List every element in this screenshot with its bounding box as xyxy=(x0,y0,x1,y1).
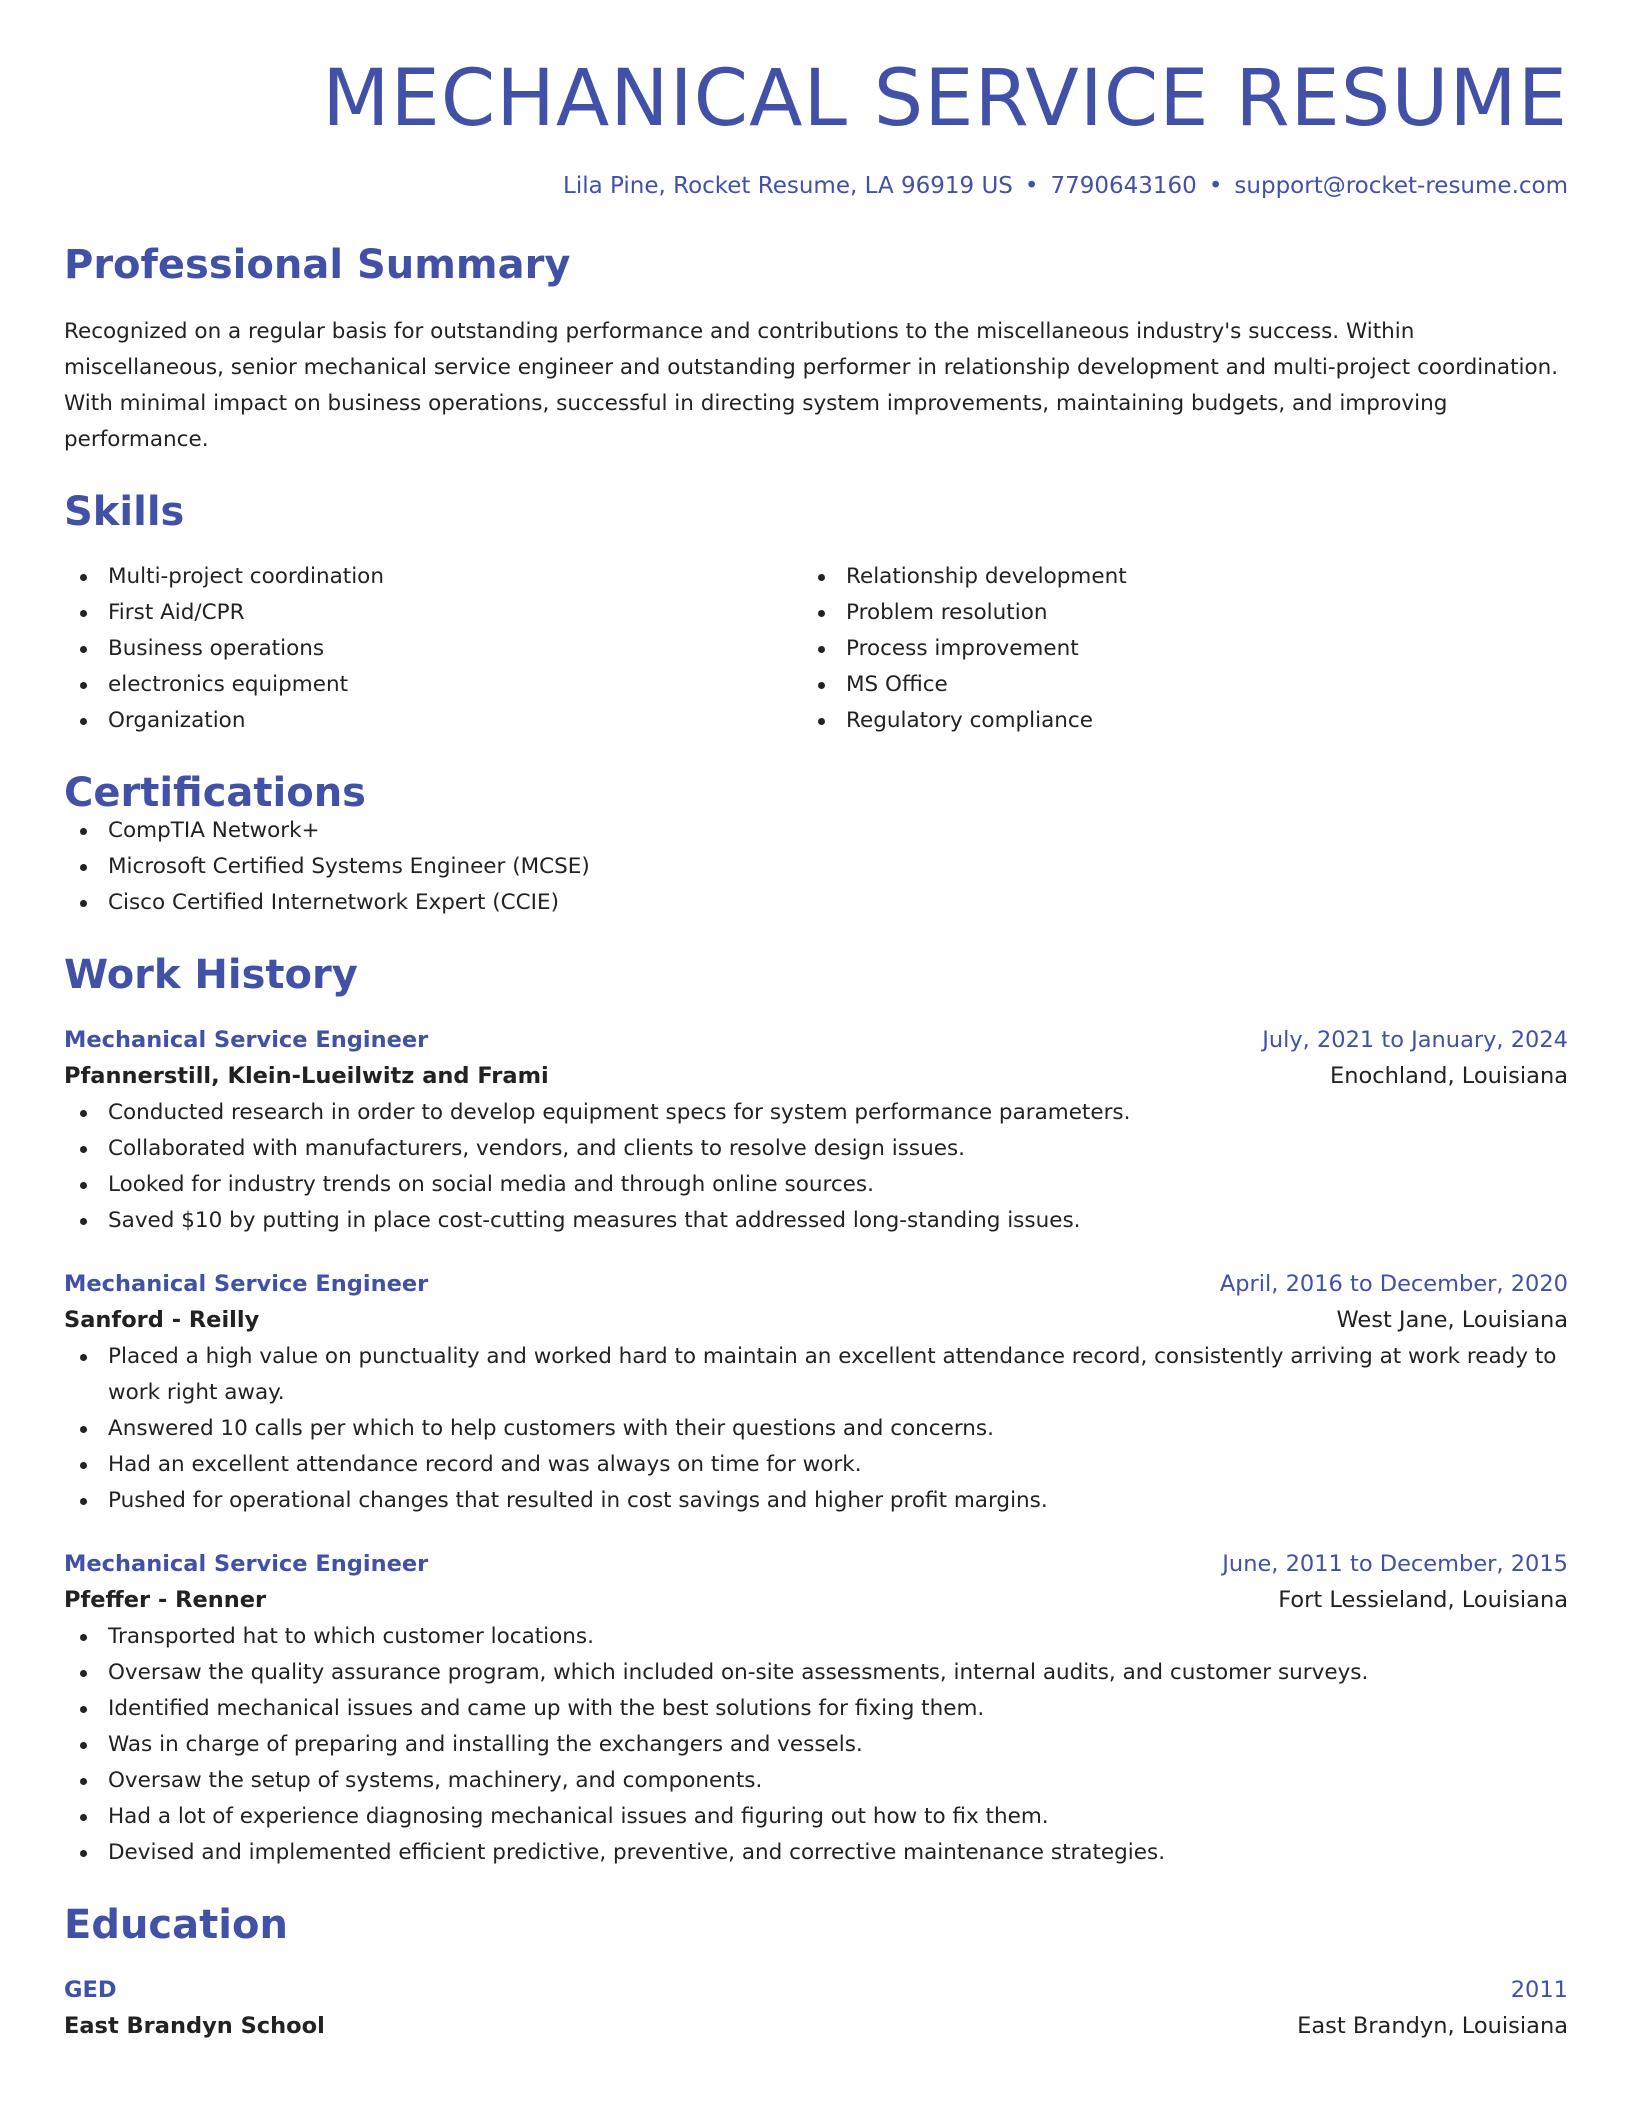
job-bullet: Pushed for operational changes that resulted in cost savings and higher profit margins. xyxy=(64,1483,1568,1519)
resume-page xyxy=(64,0,1568,2045)
professional-summary-section xyxy=(64,242,1568,458)
section-heading: Professional Summary xyxy=(64,242,571,288)
skills-grid xyxy=(64,559,1568,739)
certification-item: CompTIA Network+ xyxy=(64,813,1568,849)
job-location: Enochland, Louisiana xyxy=(1330,1063,1568,1089)
skill-item: MS Office xyxy=(816,667,1568,703)
contact-email[interactable]: support@rocket-resume.com xyxy=(1234,173,1568,199)
work-history-section xyxy=(64,952,1568,1871)
education-degree: GED xyxy=(64,1977,117,2003)
job-location: Fort Lessieland, Louisiana xyxy=(1278,1587,1568,1613)
contact-address: Lila Pine, Rocket Resume, LA 96919 US xyxy=(563,173,1013,199)
job-bullet: Devised and implemented efficient predictive, preventive, and corrective maintenance strategies. xyxy=(64,1835,1568,1871)
section-heading: Work History xyxy=(64,952,358,998)
job-company: Pfeffer - Renner xyxy=(64,1587,267,1613)
summary-text: Recognized on a regular basis for outstanding performance and contributions to the miscellaneous industry's success. Within miscellaneous, senior mechanical service engineer and outstanding performer in relationship development and multi-project coordination. With minimal impact on business operations, successful in directing system improvements, maintaining budgets, and improving performance. xyxy=(64,319,1559,452)
skill-item: Business operations xyxy=(64,631,816,667)
education-school: East Brandyn School xyxy=(64,2013,325,2039)
section-heading: Education xyxy=(64,1902,288,1948)
job-dates: July, 2021 to January, 2024 xyxy=(1262,1027,1568,1053)
job-bullet: Collaborated with manufacturers, vendors, and clients to resolve design issues. xyxy=(64,1131,1568,1167)
job-bullet: Was in charge of preparing and installing the exchangers and vessels. xyxy=(64,1727,1568,1763)
job-bullet: Identified mechanical issues and came up with the best solutions for fixing them. xyxy=(64,1691,1568,1727)
education-location: East Brandyn, Louisiana xyxy=(1297,2013,1568,2039)
contact-phone[interactable]: 7790643160 xyxy=(1050,173,1197,199)
job-bullet: Transported hat to which customer locations. xyxy=(64,1619,1568,1655)
job-bullet: Saved $10 by putting in place cost-cutting measures that addressed long-standing issues. xyxy=(64,1203,1568,1239)
skill-item: Multi-project coordination xyxy=(64,559,816,595)
section-heading: Certifications xyxy=(64,770,366,816)
certification-item: Microsoft Certified Systems Engineer (MCSE) xyxy=(64,849,1568,885)
skills-section xyxy=(64,489,1568,739)
job-bullet: Had an excellent attendance record and was always on time for work. xyxy=(64,1447,1568,1483)
job-bullet: Conducted research in order to develop equipment specs for system performance parameters. xyxy=(64,1095,1568,1131)
job-bullet: Answered 10 calls per which to help customers with their questions and concerns. xyxy=(64,1411,1568,1447)
contact-separator: • xyxy=(1208,173,1223,199)
education-year: 2011 xyxy=(1510,1977,1568,2003)
job-title: Mechanical Service Engineer xyxy=(64,1271,429,1297)
skills-column-left xyxy=(64,559,816,739)
job-entry xyxy=(64,1023,1568,1239)
job-title: Mechanical Service Engineer xyxy=(64,1027,429,1053)
skill-item: Process improvement xyxy=(816,631,1568,667)
skill-item: electronics equipment xyxy=(64,667,816,703)
certification-item: Cisco Certified Internetwork Expert (CCIE) xyxy=(64,885,1568,921)
education-section xyxy=(64,1902,1568,2045)
section-heading: Skills xyxy=(64,489,185,535)
contact-separator: • xyxy=(1024,173,1039,199)
job-dates: April, 2016 to December, 2020 xyxy=(1219,1271,1568,1297)
job-bullet: Had a lot of experience diagnosing mechanical issues and figuring out how to fix them. xyxy=(64,1799,1568,1835)
job-company: Sanford - Reilly xyxy=(64,1307,260,1333)
skill-item: Problem resolution xyxy=(816,595,1568,631)
skill-item: Regulatory compliance xyxy=(816,703,1568,739)
job-bullet: Oversaw the quality assurance program, which included on-site assessments, internal audits, and customer surveys. xyxy=(64,1655,1568,1691)
job-dates: June, 2011 to December, 2015 xyxy=(1222,1551,1568,1577)
job-entry xyxy=(64,1547,1568,1871)
resume-title: MECHANICAL SERVICE RESUME xyxy=(322,54,1568,144)
education-entry xyxy=(64,1973,1568,2045)
job-company: Pfannerstill, Klein-Lueilwitz and Frami xyxy=(64,1063,549,1089)
skill-item: Organization xyxy=(64,703,816,739)
skill-item: First Aid/CPR xyxy=(64,595,816,631)
job-bullet: Oversaw the setup of systems, machinery, and components. xyxy=(64,1763,1568,1799)
job-bullet: Looked for industry trends on social media and through online sources. xyxy=(64,1167,1568,1203)
contact-line xyxy=(64,173,1568,199)
job-entry xyxy=(64,1267,1568,1519)
job-title: Mechanical Service Engineer xyxy=(64,1551,429,1577)
skills-column-right xyxy=(816,559,1568,739)
job-bullet: Placed a high value on punctuality and worked hard to maintain an excellent attendance record, consistently arriving at work ready to work right away. xyxy=(64,1339,1568,1411)
job-location: West Jane, Louisiana xyxy=(1336,1307,1568,1333)
certifications-section xyxy=(64,770,1568,921)
skill-item: Relationship development xyxy=(816,559,1568,595)
